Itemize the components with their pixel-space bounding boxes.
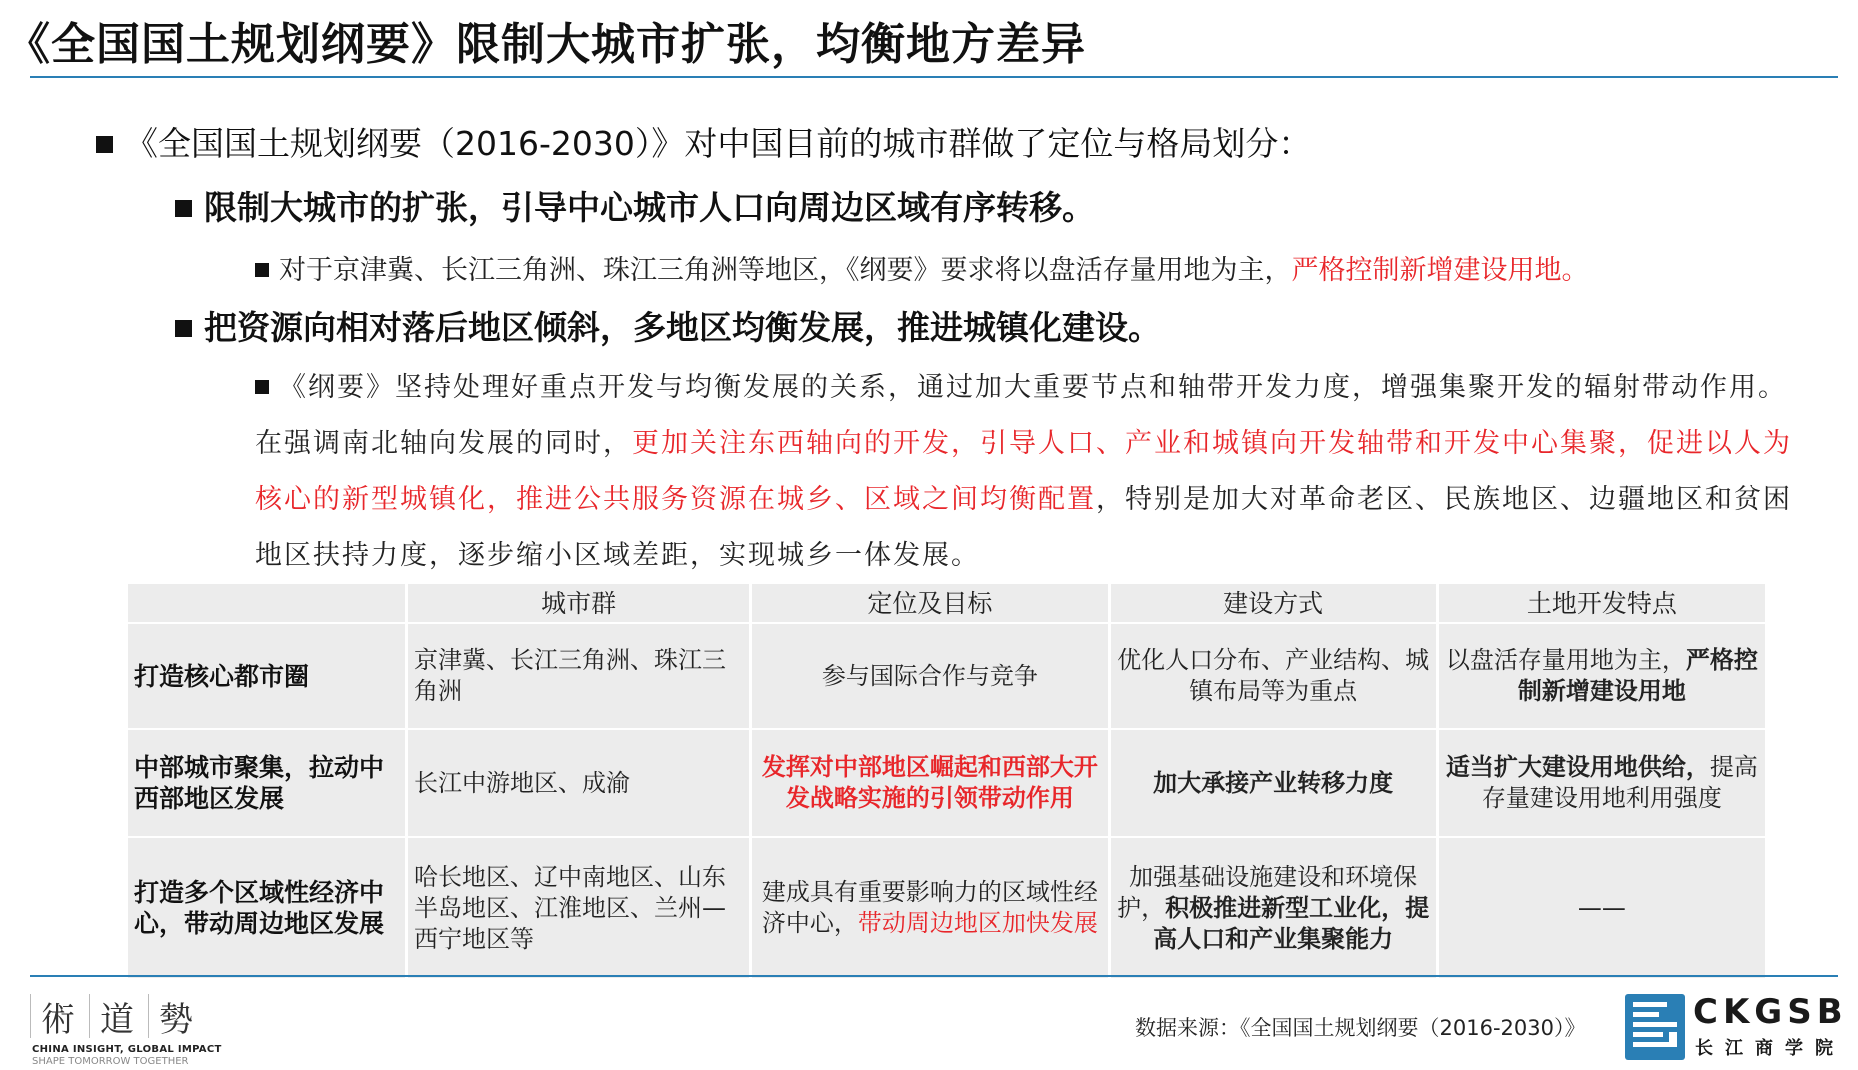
calligraphy-seal: 道 [89,994,144,1038]
table-cell-method: 优化人口分布、产业结构、城镇布局等为重点 [1111,624,1436,728]
table-row [128,624,1765,728]
point1-heading [175,182,1095,229]
title-divider [30,76,1838,78]
land-text-bold: 适当扩大建设用地供给， [1445,753,1710,781]
ckgsb-emblem-icon [1625,994,1685,1060]
table-cell-method [1111,838,1436,978]
table-header [128,584,405,622]
city-cluster-table [125,582,1768,980]
point2-detail [255,360,1815,584]
square-bullet-icon [255,263,269,277]
table-cell-land: —— [1439,838,1765,978]
square-bullet-icon [175,200,192,217]
point1-detail-highlight: 严格控制新增建设用地。 [1291,255,1589,286]
table-row [128,730,1765,836]
footer-logo [30,988,220,1068]
table-row [128,838,1765,978]
goal-text: 建成具有重要影响力的区域性经济中心， [761,878,1098,937]
table-cell-goal [752,838,1107,978]
table-cell-land [1439,624,1765,728]
footer-divider [30,975,1838,977]
table-cell-goal: 参与国际合作与竞争 [752,624,1107,728]
point2-detail-highlight: 更加关注东西轴向的开发，引导人口、产业和城镇向开发轴带和开发中心集聚，促进以人为核心的新型城镇化，推进公共服务资源在城乡、区域之间均衡配置 [255,428,1792,515]
square-bullet-icon [255,380,269,394]
land-text: 以盘活存量用地为主， [1445,646,1686,674]
table-row-label: 打造多个区域性经济中心，带动周边地区发展 [128,838,405,978]
brand-name-cn: 长江商学院 [1695,1038,1845,1059]
table-header: 城市群 [408,584,749,622]
table-header-row [128,584,1765,622]
table-header: 定位及目标 [752,584,1107,622]
table-header: 土地开发特点 [1439,584,1765,622]
method-text: 加强基础设施建设和环境保护， [1117,862,1418,922]
table-cell-cities: 京津冀、长江三角洲、珠江三角洲 [408,624,749,728]
footer-tagline-secondary: SHAPE TOMORROW TOGETHER [32,1056,189,1067]
point2-heading-text: 把资源向相对落后地区倾斜，多地区均衡发展，推进城镇化建设。 [204,308,1161,347]
table-header: 建设方式 [1111,584,1436,622]
table-cell-goal: 发挥对中部地区崛起和西部大开发战略实施的引领带动作用 [752,730,1107,836]
table-cell-cities: 哈长地区、辽中南地区、山东半岛地区、江淮地区、兰州—西宁地区等 [408,838,749,978]
land-text-bold: 严格控制新增建设用地 [1517,646,1758,705]
intro-text: 《全国国土规划纲要（2016-2030）》对中国目前的城市群做了定位与格局划分： [125,124,1312,163]
goal-text-highlight: 带动周边地区加快发展 [857,909,1098,937]
data-source: 数据来源：《全国国土规划纲要（2016-2030）》 [1135,1016,1586,1040]
method-text-bold: 积极推进新型工业化，提高人口和产业集聚能力 [1153,893,1430,953]
ckgsb-logo [1625,990,1848,1070]
page-title: 《全国国土规划纲要》限制大城市扩张，均衡地方差异 [6,19,1086,70]
square-bullet-icon [96,136,113,153]
point2-detail-text-end: ，特别是加大对革命老区、民族地区、边疆地区和贫困地区扶持力度，逐步缩小区域差距，实现城乡一体发展。 [255,484,1792,571]
calligraphy-seal: 術 [30,994,85,1038]
table-cell-method: 加大承接产业转移力度 [1111,730,1436,836]
point1-heading-text: 限制大城市的扩张，引导中心城市人口向周边区域有序转移。 [204,188,1095,227]
point1-detail [255,248,1589,287]
brand-name: CKGSB [1693,992,1848,1032]
point2-detail-text: 《纲要》坚持处理好重点开发与均衡发展的关系，通过加大重要节点和轴带开发力度，增强集聚开发的辐射带动作用。在强调南北轴向发展的同时， [255,372,1787,459]
calligraphy-seals [30,994,203,1038]
table-row-label: 中部城市聚集，拉动中西部地区发展 [128,730,405,836]
square-bullet-icon [175,320,192,337]
land-text: 提高存量建设用地利用强度 [1481,753,1758,812]
intro-line [96,118,1311,165]
footer-tagline: CHINA INSIGHT, GLOBAL IMPACT [32,1044,222,1055]
table-row-label: 打造核心都市圈 [128,624,405,728]
point2-heading [175,302,1161,349]
table-cell-cities: 长江中游地区、成渝 [408,730,749,836]
calligraphy-seal: 勢 [148,994,203,1038]
point1-detail-text: 对于京津冀、长江三角洲、珠江三角洲等地区，《纲要》要求将以盘活存量用地为主， [279,255,1292,286]
table-cell-land [1439,730,1765,836]
